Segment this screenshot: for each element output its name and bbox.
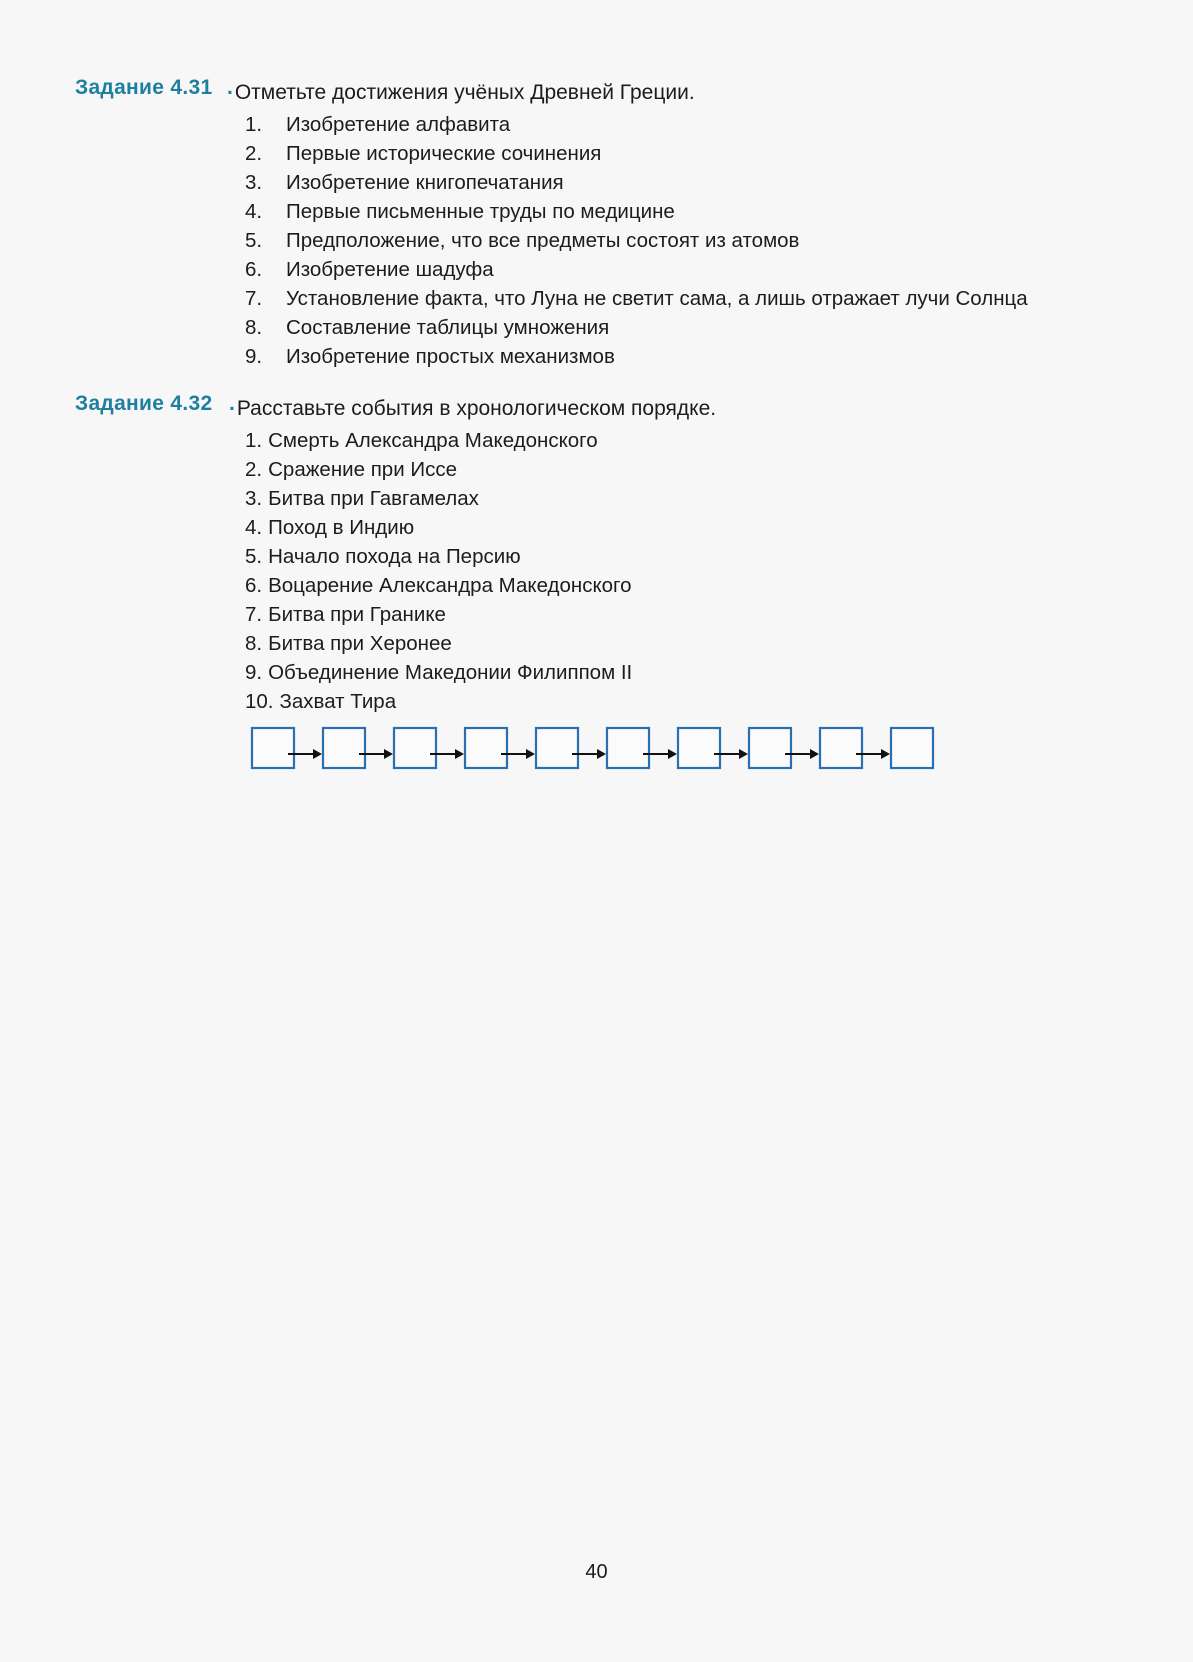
arrow-right-icon bbox=[597, 749, 606, 759]
task-4-31 bbox=[75, 76, 1165, 371]
task-label-dot: . bbox=[227, 76, 233, 99]
list-item[interactable]: 8. Битва при Херонее bbox=[245, 632, 452, 655]
task-label-dot: . bbox=[229, 392, 235, 415]
answer-box[interactable] bbox=[820, 728, 862, 768]
list-item[interactable]: 6. Воцарение Александра Македонского bbox=[245, 574, 632, 597]
task-prompt: Расставьте события в хронологическом порядке. bbox=[236, 397, 717, 420]
task-4-32 bbox=[75, 392, 1165, 716]
events-list bbox=[245, 426, 1165, 716]
list-item[interactable]: 5. Предположение, что все предметы состоят из атомов bbox=[245, 229, 800, 252]
arrow-right-icon bbox=[313, 749, 322, 759]
answer-box[interactable] bbox=[465, 728, 507, 768]
arrow-right-icon bbox=[384, 749, 393, 759]
list-item[interactable]: 7. Битва при Гранике bbox=[245, 603, 446, 626]
list-item[interactable]: 9. Изобретение простых механизмов bbox=[245, 345, 615, 368]
list-item[interactable]: 10. Захват Тира bbox=[245, 690, 397, 713]
list-item[interactable]: 6. Изобретение шадуфа bbox=[245, 258, 494, 281]
task-header bbox=[75, 76, 1165, 104]
list-item[interactable]: 5. Начало похода на Персию bbox=[245, 545, 521, 568]
list-item[interactable]: 7. Установление факта, что Луна не светит сама, а лишь отражает лучи Солнца bbox=[245, 287, 1028, 310]
list-item[interactable]: 9. Объединение Македонии Филиппом II bbox=[245, 661, 633, 684]
list-item[interactable]: 4. Поход в Индию bbox=[245, 516, 415, 539]
arrow-right-icon bbox=[810, 749, 819, 759]
task-prompt: Отметьте достижения учёных Древней Греции. bbox=[234, 81, 695, 104]
list-item[interactable]: 8. Составление таблицы умножения bbox=[245, 316, 610, 339]
task-label: Задание 4.31 bbox=[75, 76, 213, 99]
list-item[interactable]: 1. Смерть Александра Македонского bbox=[245, 429, 598, 452]
list-item[interactable]: 4. Первые письменные труды по медицине bbox=[245, 200, 675, 223]
answer-box[interactable] bbox=[678, 728, 720, 768]
task-header bbox=[75, 392, 1165, 420]
achievements-list bbox=[245, 110, 1165, 371]
list-item[interactable]: 3. Изобретение книгопечатания bbox=[245, 171, 564, 194]
answer-box[interactable] bbox=[607, 728, 649, 768]
list-item[interactable]: 1. Изобретение алфавита bbox=[245, 113, 511, 136]
arrow-right-icon bbox=[881, 749, 890, 759]
answer-box[interactable] bbox=[323, 728, 365, 768]
answer-box[interactable] bbox=[252, 728, 294, 768]
arrow-right-icon bbox=[455, 749, 464, 759]
task-label: Задание 4.32 bbox=[75, 392, 213, 415]
answer-box[interactable] bbox=[891, 728, 933, 768]
arrow-right-icon bbox=[526, 749, 535, 759]
answer-box[interactable] bbox=[749, 728, 791, 768]
list-item[interactable]: 2. Сражение при Иссе bbox=[245, 458, 457, 481]
arrow-right-icon bbox=[739, 749, 748, 759]
answer-chain bbox=[250, 726, 950, 772]
list-item[interactable]: 3. Битва при Гавгамелах bbox=[245, 487, 479, 510]
page-number: 40 bbox=[585, 1561, 608, 1583]
list-item[interactable]: 2. Первые исторические сочинения bbox=[245, 142, 602, 165]
arrow-right-icon bbox=[668, 749, 677, 759]
answer-box[interactable] bbox=[536, 728, 578, 768]
answer-box[interactable] bbox=[394, 728, 436, 768]
